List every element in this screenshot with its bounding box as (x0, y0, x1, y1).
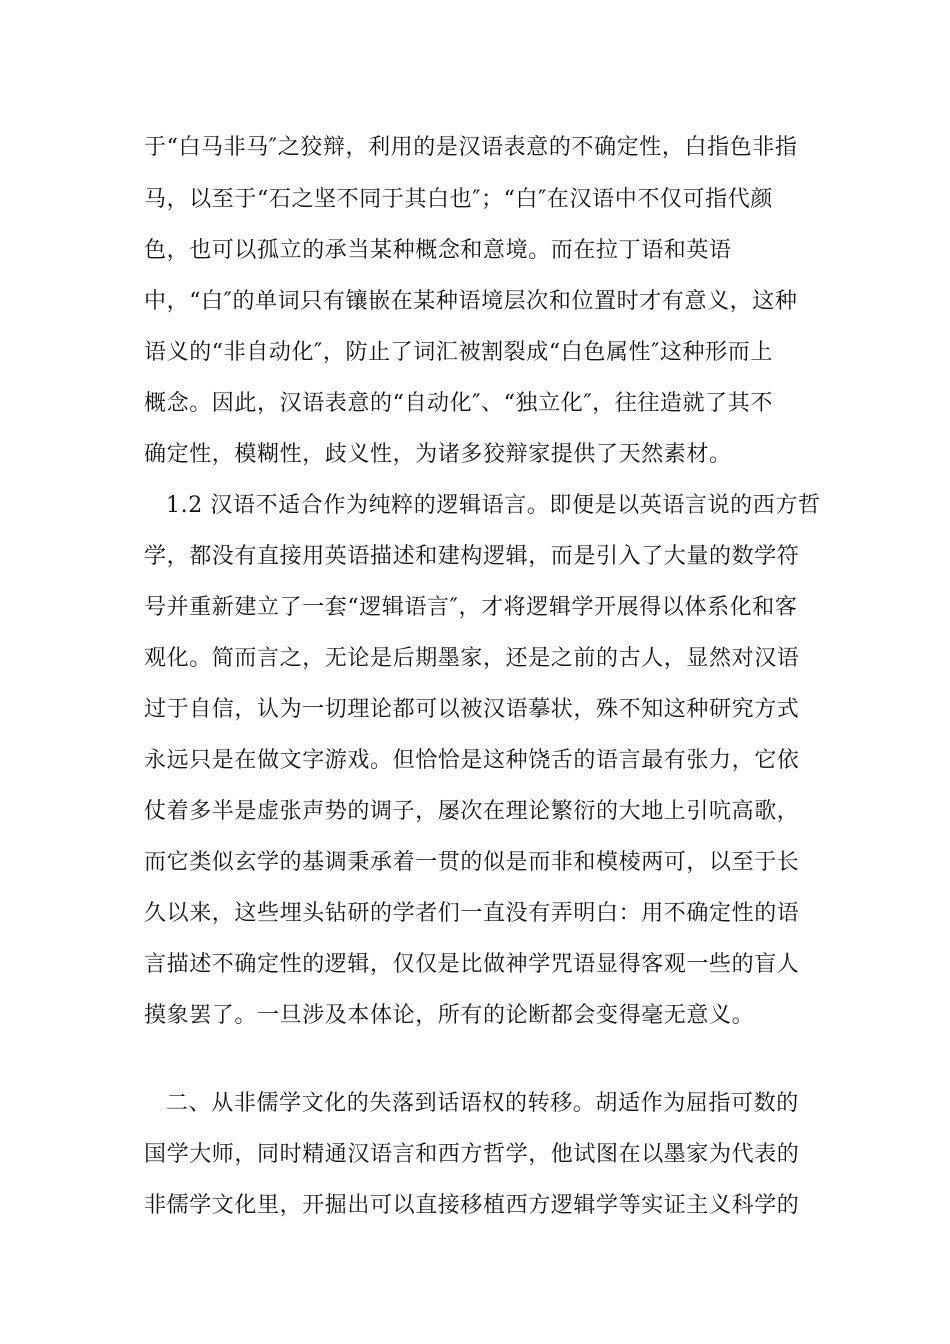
text-line: 非儒学文化里，开掘出可以直接移植西方逻辑学等实证主义科学的 (144, 1193, 800, 1218)
text-line: 色，也可以孤立的承当某种概念和意境。而在拉丁语和英语 (144, 238, 732, 263)
text-line: 1.2 汉语不适合作为纯粹的逻辑语言。即便是以英语言说的西方哲 (166, 493, 821, 518)
text-line: 确定性，模糊性，歧义性，为诸多狡辩家提供了天然素材。 (144, 442, 732, 467)
text-line: 永远只是在做文字游戏。但恰恰是这种饶舌的语言最有张力，它依 (144, 748, 800, 773)
text-line: 二、从非儒学文化的失落到话语权的转移。胡适作为屈指可数的 (166, 1091, 799, 1116)
text-line: 观化。简而言之，无论是后期墨家，还是之前的古人，显然对汉语 (144, 646, 800, 671)
text-line: 而它类似玄学的基调秉承着一贯的似是而非和模棱两可，以至于长 (144, 850, 800, 875)
text-line: 中，“白″的单词只有镶嵌在某种语境层次和位置时才有意义，这种 (144, 289, 798, 314)
text-line: 号并重新建立了一套“逻辑语言″，才将逻辑学开展得以体系化和客 (144, 595, 798, 620)
text-line: 过于自信，认为一切理论都可以被汉语摹状，殊不知这种研究方式 (144, 697, 800, 722)
text-line: 仗着多半是虚张声势的调子，屡次在理论繁衍的大地上引吭高歌， (144, 799, 800, 824)
text-line: 学，都没有直接用英语描述和建构逻辑，而是引入了大量的数学符 (144, 544, 800, 569)
text-line: 语义的“非自动化″，防止了词汇被割裂成“白色属性″这种形而上 (144, 340, 773, 365)
text-line: 摸象罢了。一旦涉及本体论，所有的论断都会变得毫无意义。 (144, 1003, 755, 1028)
text-line: 国学大师，同时精通汉语言和西方哲学，他试图在以墨家为代表的 (144, 1142, 800, 1167)
text-line: 马，以至于“石之坚不同于其白也″；“白″在汉语中不仅可指代颜 (144, 187, 773, 212)
text-line: 久以来，这些埋头钻研的学者们一直没有弄明白：用不确定性的语 (144, 901, 800, 926)
text-line: 于“白马非马″之狡辩，利用的是汉语表意的不确定性，白指色非指 (144, 135, 798, 160)
text-line: 言描述不确定性的逻辑，仅仅是比做神学咒语显得客观一些的盲人 (144, 952, 800, 977)
text-line: 概念。因此，汉语表意的“自动化″、“独立化″，往往造就了其不 (144, 391, 773, 416)
